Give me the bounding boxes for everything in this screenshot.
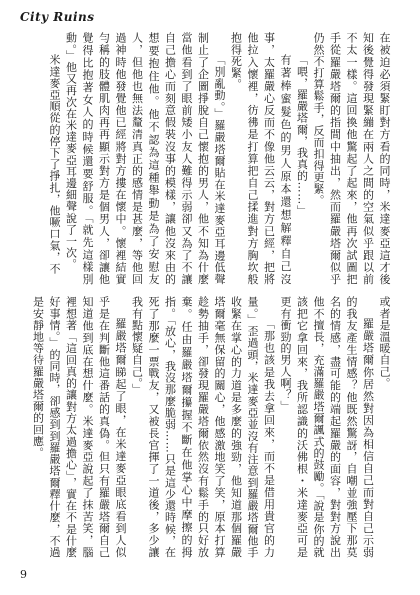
paragraph: 在被迫必須緊盯對方看的同時，米達麥亞這才後知後覺得發現緊繃在兩人之間的空氣似乎跟以前不太一樣。這回換他驚起了起來，他再次試圖把手從羅嚴塔爾的指間中抽出，然而羅嚴塔爾似乎仍然不打算鬆手，反而扣得更緊。 <box>312 32 391 285</box>
upper-text-block <box>22 32 392 285</box>
lower-text-block <box>22 296 392 558</box>
paragraph: 羅嚴塔爾睇起了眼，在米達麥亞眼底看到人似乎是在判斷他這番話的真偽。但只有羅嚴塔爾自己知道他到底在想什麼。米達麥亞說起了抹苦笑，腦裡想著「這回真的讓對方太過擔心」，實在不是什麼好事情。」的同時，卻感到到羅嚴塔爾釋什麼，不過是安靜地等待羅嚴塔爾的回應。 <box>31 296 127 558</box>
paragraph: 或者是溫暖自己。 <box>378 296 391 389</box>
page-number: 9 <box>20 568 27 581</box>
paragraph: 「喂，羅嚴塔爾，我真的……」 <box>295 54 309 217</box>
paragraph: 有著棒蜜髮色的男人原本還想解釋自己沒事，太羅嚴心反而不像他云云，對方已經，把將他拉入懷裡，彷彿是打算把自己揉進對方胸坎般抱得死緊。 <box>229 32 292 285</box>
paragraph: 「別亂動。」羅嚴塔爾貼在米達麥亞耳邊低聲制止了企圖掙脫自己懷抱的男人，他不知為什麼當他看到了眼前矮小友人難得示弱卻又為了不讓自己擔心而刻意假裝沒事的模樣，讓他沒來由的想要抱住他。他不認為這種舉動是為了安慰友人，但他也無法釐清真正的感情是甚麼，等他回過神時他發覺他已經將對方摟在懷中。懷裡結實勻稱的肢體肌肉再再顯示對方是個男人，卻讓他覺得比抱著女人的時候還要舒服。「就先這樣別動。」他又再次在米達麥亞耳邊細聲說了一次。 <box>64 32 226 285</box>
running-title: City Ruins <box>20 10 95 24</box>
paragraph: 「那也該是我去拿回來，而不是借用貴官的力量。」歪過頭，米達麥亞並沒有注意到羅嚴塔爾他手收緊在掌心的力道是多麼的強勁，他知道那個羅嚴塔爾毫無保留的關心，他感激地笑了笑，原本打算趁勢抽手，卻發現羅嚴塔爾依然沒有鬆手的只好放棄。任由羅嚴塔爾攥握不斷在他掌心中摩擦的拇指。「放心，我沒那麼脆弱……只是這少還時候，在死了那麼一票戰友，又被長官揮了一道後，多少讓我有點懷疑自己。」 <box>130 296 276 558</box>
paragraph: 羅嚴塔爾你居然對因為相信自己而對自己示弱的我友產生情感？他既然驚訝，自嘲並強壓下那莫名的情感，盡可能的端起羅嚴的面容，對對方說出他不擅長，充滿羅嚴塔爾諷式的鼓勵。「說是你的就該把它拿回來，我所認識的沃佛根・米達麥亞可是更有衝勁的男人啊？」 <box>279 296 375 558</box>
paragraph: 米達麥亞順從的停下了掙扎，他噘口氣，不 <box>48 54 61 275</box>
